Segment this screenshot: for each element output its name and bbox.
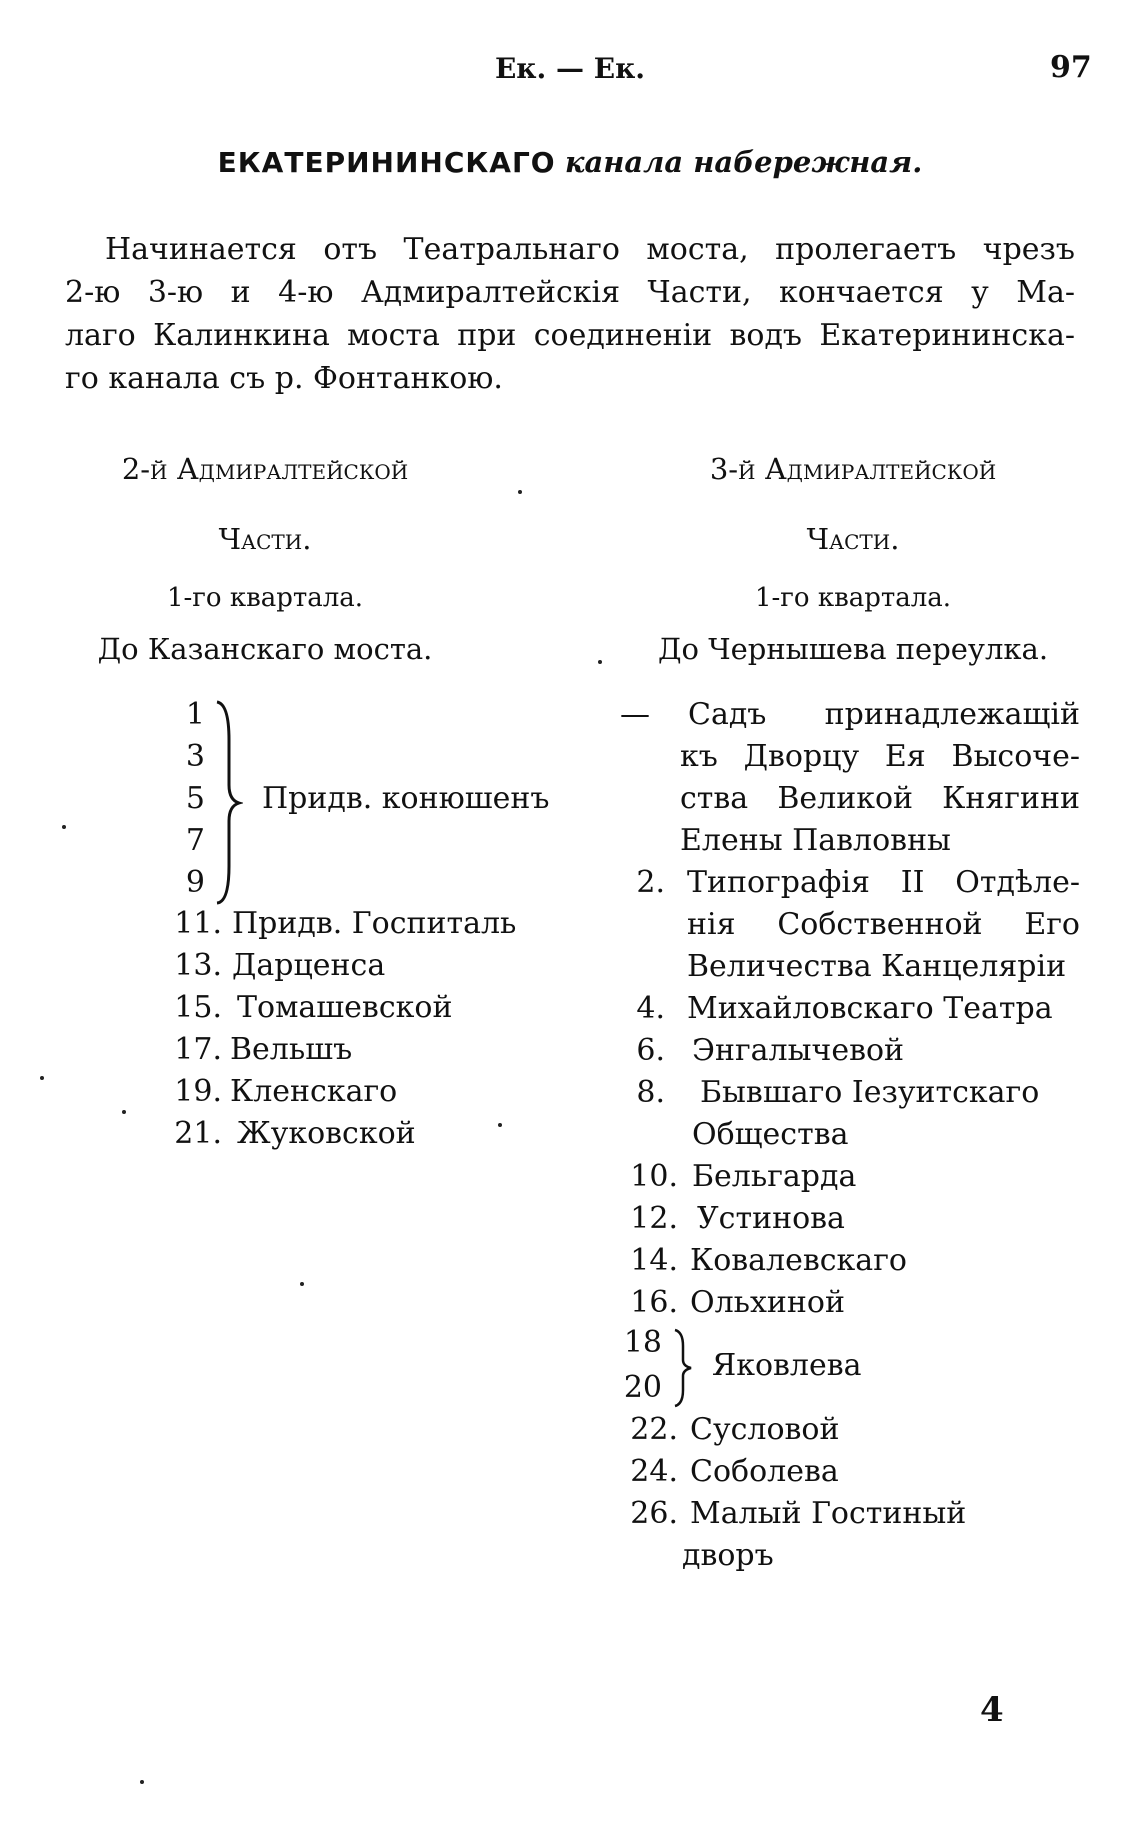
scan-speck [518,490,522,494]
house-number: 1 [185,697,205,732]
house-number: 11. [174,906,222,941]
house-number: 4. [636,991,665,1026]
intro-line: го канала съ р. Фонтанкою. [65,361,503,396]
left-column-part: Части. [218,522,312,556]
house-number: 26. [630,1496,678,1531]
house-number: 8. [636,1075,665,1110]
garden-line: ства Великой Княгини [680,781,1080,816]
house-number: 7 [185,823,205,858]
building-owner: Малый Гостиный [690,1496,967,1531]
building-owner: Кленскаго [230,1074,398,1109]
scan-speck [122,1110,126,1114]
right-brace-icon [213,700,243,905]
scan-speck [62,825,66,829]
dash-mark: — [620,697,650,732]
signature-mark: 4 [980,1690,1004,1730]
scan-speck [598,660,602,664]
building-owner: Ольхиной [690,1285,845,1320]
right-column-heading: 3-й Адмиралтейской [709,452,997,486]
building-owner: Соболева [690,1454,839,1489]
right-brace-icon [672,1328,694,1408]
house-number: 18 [623,1325,662,1360]
house-number: 5 [185,781,205,816]
house-number: 20 [623,1370,662,1405]
brace-label: Яковлева [712,1348,862,1383]
title-bold: ЕКАТЕРИНИНСКАГО [217,146,556,179]
building-owner: Придв. Госпиталь [232,906,517,941]
building-owner: Михайловскаго Театра [687,991,1053,1026]
building-owner-cont: Величества Канцеляріи [687,949,1067,984]
house-number: 6. [636,1033,665,1068]
left-column-quarter: 1-го квартала. [166,583,364,613]
brace-label: Придв. конюшенъ [262,781,550,816]
house-number: 3 [185,739,205,774]
right-column-quarter: 1-го квартала. [754,583,952,613]
house-number: 13. [174,948,222,983]
building-owner: Устинова [697,1201,845,1236]
building-owner-cont: Общества [692,1117,849,1152]
scan-speck [300,1282,304,1286]
house-number: 16. [630,1285,678,1320]
left-column-until: До Казанскаго моста. [97,632,433,666]
garden-line: Садъ принадлежащій [688,697,1080,732]
house-number: 17. [174,1032,222,1067]
house-number: 2. [636,865,665,900]
building-owner: Томашевской [237,990,453,1025]
building-owner: Дарценса [232,948,386,983]
house-number: 14. [630,1243,678,1278]
right-column-until: До Чернышева переулка. [657,632,1049,666]
building-owner-cont: дворъ [682,1538,774,1573]
garden-line: къ Дворцу Ея Высоче- [680,739,1080,774]
building-owner: Бывшаго Іезуитскаго [700,1075,1040,1110]
building-owner-cont: нія Собственной Его [687,907,1080,942]
house-number: 21. [174,1116,222,1151]
intro-paragraph [65,228,1075,400]
building-owner: Жуковской [237,1116,416,1151]
title-rest: канала набережная. [564,145,923,179]
house-number: 15. [174,990,222,1025]
house-number: 24. [630,1454,678,1489]
scan-speck [40,1076,44,1080]
scan-speck [498,1123,502,1127]
building-owner: Энгалычевой [692,1033,905,1068]
running-head: Ек. — Ек. [494,52,646,85]
left-column-heading: 2-й Адмиралтейской [121,452,409,486]
house-number: 9 [185,865,205,900]
section-title [0,145,1140,179]
building-owner: Ковалевскаго [690,1243,907,1278]
intro-line: лаго Калинкина моста при соединеніи водъ Екатерининска- [65,318,1075,353]
house-number: 22. [630,1412,678,1447]
garden-line: Елены Павловны [680,823,951,858]
scan-speck [140,1780,144,1784]
right-column-part: Части. [806,522,900,556]
building-owner: Бельгарда [692,1159,857,1194]
intro-line: Начинается отъ Театральнаго моста, пролегаетъ чрезъ [105,232,1075,267]
building-owner: Сусловой [690,1412,840,1447]
house-number: 10. [630,1159,678,1194]
building-owner: Типографія II Отдѣле- [687,865,1080,900]
house-number: 12. [630,1201,678,1236]
house-number: 19. [174,1074,222,1109]
page-number: 97 [1050,50,1092,85]
building-owner: Вельшъ [230,1032,353,1067]
intro-line: 2-ю 3-ю и 4-ю Адмиралтейскія Части, кончается у Ма- [65,275,1075,310]
